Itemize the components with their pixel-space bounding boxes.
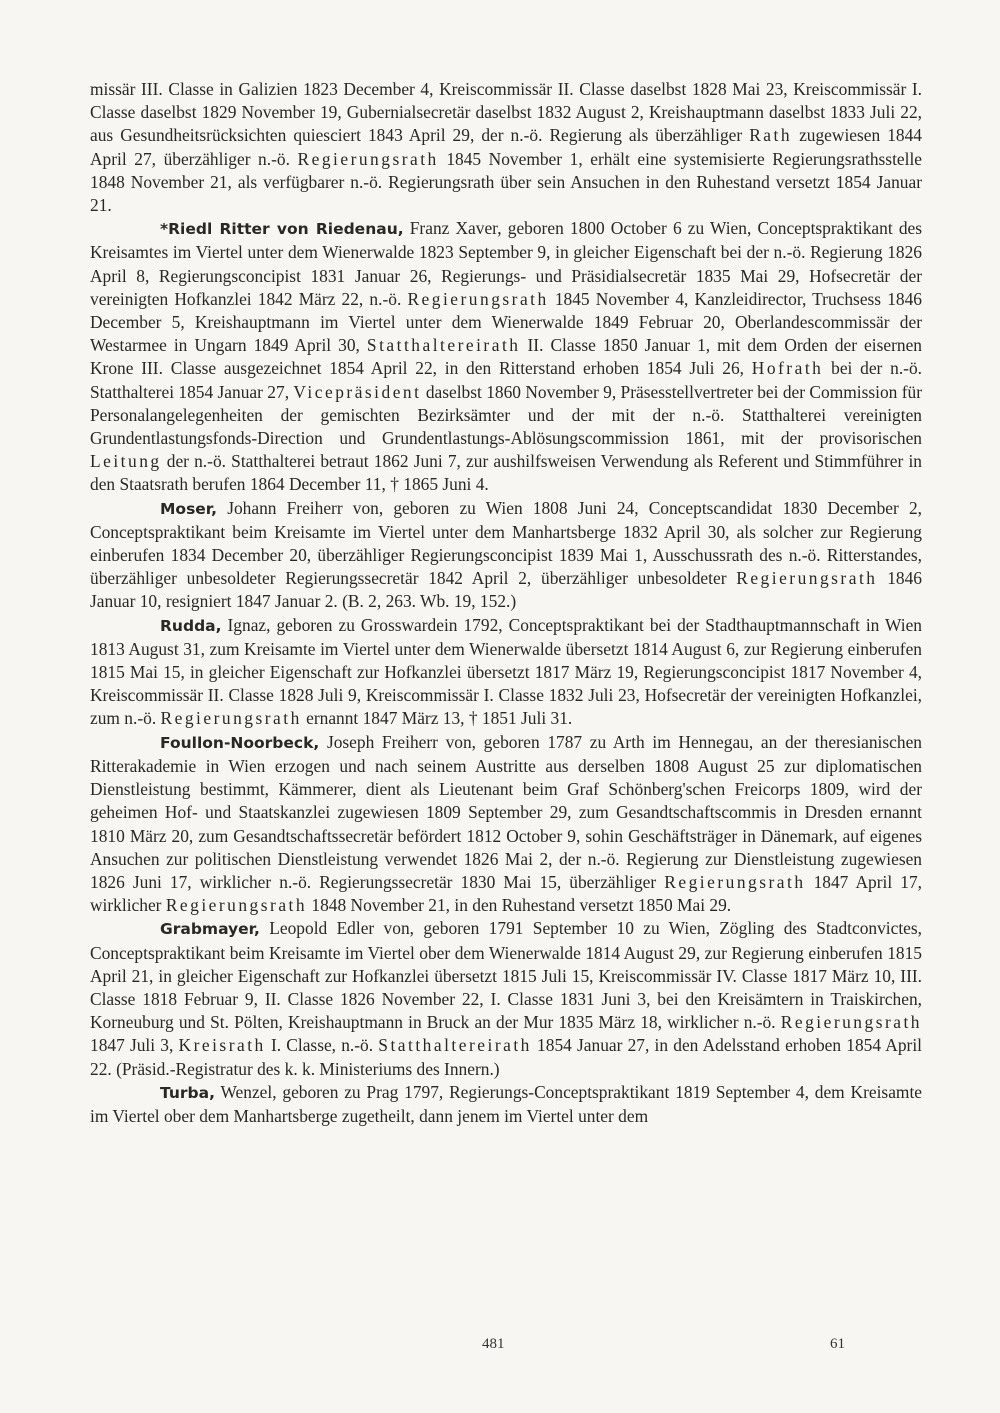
text-run: 1854 Januar 27, in den Adelsstand erhoben 1854 April 22. (Präsid.-Registratur des k. k. Ministeriums des Innern.) xyxy=(90,1035,922,1079)
spaced-title-text: Vicepräsident xyxy=(293,381,422,402)
text-run: missär III. Classe in Galizien 1823 December 4, Kreiscommissär II. Classe daselbst 1828 Mai 23, Kreiscommissär I. Classe daselbst 1829 November 19, Gubernialsecretär daselbst 1832 August 2, Kreishauptmann daselbst 1833 Juli 22, aus Gesundheitsrücksichten quiesciert 1843 April 29, der n.-ö. Regierung als überzähliger xyxy=(90,79,922,146)
spaced-title-text: Regierungsrath xyxy=(165,895,308,916)
text-run: der n.-ö. Statthalterei betraut 1862 Juni 7, zur aushilfsweisen Verwendung als Referent und Stimmführer in den Staatsrath berufen 1864 December 11, † 1865 Juni 4. xyxy=(90,451,922,495)
text-run: II. Classe 1850 Januar 1, mit dem Orden der eisernen Krone III. Classe ausgezeichnet 1854 April 22, in den Ritterstand erhoben 1854 Juli 26, xyxy=(90,335,922,379)
text-run: Leopold Edler von, geboren 1791 September 10 zu Wien, Zögling des Stadtconvictes, Conceptspraktikant beim Kreisamte im Viertel ober dem Wienerwalde 1814 August 29, zur Regierung einberufen 1815 April 21, in gleicher Eigenschaft zur Hofkanzlei übersetzt 1815 Juli 15, Kreiscommissär IV. Classe 1817 März 10, III. Classe 1818 Februar 9, II. Classe 1826 November 22, I. Classe 1831 Juni 3, bei den Kreisämtern in Traiskirchen, Korneuburg und St. Pölten, Kreishauptmann in Bruck an der Mur 1835 März 18, wirklicher n.-ö. xyxy=(90,918,922,1033)
paragraph xyxy=(90,917,922,1080)
spaced-title-text: Regierungsrath xyxy=(297,148,439,169)
text-run: 1846 Januar 10, resigniert 1847 Januar 2. (B. 2, 263. Wb. 19, 152.) xyxy=(90,568,922,612)
text-run: 1845 November 1, erhält eine systemisierte Regierungsrathsstelle 1848 November 21, als verfügbarer n.-ö. Regierungsrath über sein Ansuchen in den Ruhestand versetzt 1854 Januar 21. xyxy=(90,148,922,216)
entry-name: Grabmayer, xyxy=(160,920,260,939)
spaced-title-text: Statthaltereirath xyxy=(378,1035,532,1056)
entry-name: Turba, xyxy=(160,1083,215,1102)
body-text xyxy=(90,78,922,1128)
text-run: Wenzel, geboren zu Prag 1797, Regierungs-Conceptspraktikant 1819 September 4, dem Kreisamte im Viertel ober dem Manhartsberge zugetheilt, dann jenem im Viertel unter dem xyxy=(90,1081,922,1126)
spaced-title-text: Regierungsrath xyxy=(160,708,302,729)
sheet-number: 61 xyxy=(830,1336,845,1352)
text-run: 1848 November 21, in den Ruhestand versetzt 1850 Mai 29. xyxy=(307,895,732,916)
text-run: 1847 Juli 3, xyxy=(90,1035,179,1056)
text-run: 1847 April 17, wirklicher xyxy=(90,871,922,916)
paragraph xyxy=(90,731,922,918)
paragraph xyxy=(90,614,922,731)
text-run: 1845 November 4, Kanzleidirector, Truchsess 1846 December 5, Kreishauptmann im Viertel unter dem Wienerwalde 1849 Februar 20, Oberlandescommissär der Westarmee in Ungarn 1849 April 30, xyxy=(90,288,923,356)
text-run: Joseph Freiherr von, geboren 1787 zu Arth im Hennegau, an der theresianischen Ritterakademie in Wien erzogen und nach seinem Austritte aus derselben 1808 August 25 zur diplomatischen Dienstleistung bestimmt, Kämmerer, dient als Lieutenant beim Graf Schönberg'schen Freicorps 1809, wird der geheimen Hof- und Staatskanzlei zugewiesen 1809 September 29, zum Gesandtschaftscommis in Dresden ernannt 1810 März 20, zum Gesandtschaftssecretär befördert 1812 October 9, sohin Geschäftsträger in Dänemark, auf eigenes Ansuchen zur politischen Dienstleistung verwendet 1826 Mai 2, der n.-ö. Regierung zur Dienstleistung zugewiesen 1826 Juni 17, wirklicher n.-ö. Regierungssecretär 1830 Mai 15, überzähliger xyxy=(90,731,922,892)
text-run: I. Classe, n.-ö. xyxy=(265,1035,379,1056)
entry-name: *Riedl Ritter von Riedenau, xyxy=(160,220,404,239)
text-run: zugewiesen 1844 April 27, überzähliger n.-ö. xyxy=(90,125,922,169)
spaced-title-text: Regierungsrath xyxy=(407,288,549,309)
spaced-title-text: Kreisrath xyxy=(178,1035,266,1056)
paragraph xyxy=(90,217,922,496)
spaced-title-text: Rath xyxy=(749,125,793,146)
spaced-title-text: Hofrath xyxy=(751,358,824,379)
entry-name: Foullon-Noorbeck, xyxy=(160,733,320,752)
paragraph xyxy=(90,497,922,614)
paragraph xyxy=(90,78,922,217)
text-run: Johann Freiherr von, geboren zu Wien 1808 Juni 24, Conceptscandidat 1830 December 2, Conceptspraktikant beim Kreisamte im Viertel unter dem Manhartsberge 1832 April 30, als solcher zur Regierung einberufen 1834 December 20, überzähliger Regierungsconcipist 1839 Mai 1, Ausschussrath des n.-ö. Ritterstandes, überzähliger unbesoldeter Regierungssecretär 1842 April 2, überzähliger unbesoldeter xyxy=(90,497,922,589)
text-run: daselbst 1860 November 9, Präsesstellvertreter bei der Commission für Personalangelegenheiten der gemischten Bezirksämter und der mit der n.-ö. Statthalterei vereinigten Grundentlastungsfonds-Direction und Grundentlastungs-Ablösungscommission 1861, mit der provisorischen xyxy=(90,381,923,449)
text-run: Franz Xaver, geboren 1800 October 6 zu Wien, Conceptspraktikant des Kreisamtes im Viertel unter dem Wienerwalde 1823 September 9, in gleicher Eigenschaft bei der n.-ö. Regierung 1826 April 8, Regierungsconcipist 1831 Januar 26, Regierungs- und Präsidialsecretär 1835 Mai 29, Hofsecretär der vereinigten Hofkanzlei 1842 März 22, n.-ö. xyxy=(90,218,922,309)
spaced-title-text: Regierungsrath xyxy=(736,568,878,589)
spaced-title-text: Regierungsrath xyxy=(780,1012,922,1033)
text-run: Ignaz, geboren zu Grosswardein 1792, Conceptspraktikant bei der Stadthauptmannschaft in Wien 1813 August 31, zum Kreisamte im Viertel unter dem Wienerwalde übersetzt 1814 August 6, zur Regierung einberufen 1815 Mai 15, in gleicher Eigenschaft zur Hofkanzlei übersetzt 1817 März 19, Regierungsconcipist 1817 November 4, Kreiscommissär II. Classe 1828 Juli 9, Kreiscommissär I. Classe 1832 Juli 23, Hofsecretär der vereinigten Hofkanzlei, zum n.-ö. xyxy=(90,614,922,729)
paragraph xyxy=(90,1081,922,1128)
spaced-title-text: Statthaltereirath xyxy=(366,335,521,356)
entry-name: Moser, xyxy=(160,499,218,518)
text-run: bei der n.-ö. Statthalterei 1854 Januar 27, xyxy=(90,358,922,402)
entry-name: Rudda, xyxy=(160,616,222,635)
spaced-title-text: Regierungsrath xyxy=(664,871,806,892)
spaced-title-text: Leitung xyxy=(90,451,162,472)
page-number: 481 xyxy=(482,1336,505,1352)
text-run: ernannt 1847 März 13, † 1851 Juli 31. xyxy=(301,708,573,729)
